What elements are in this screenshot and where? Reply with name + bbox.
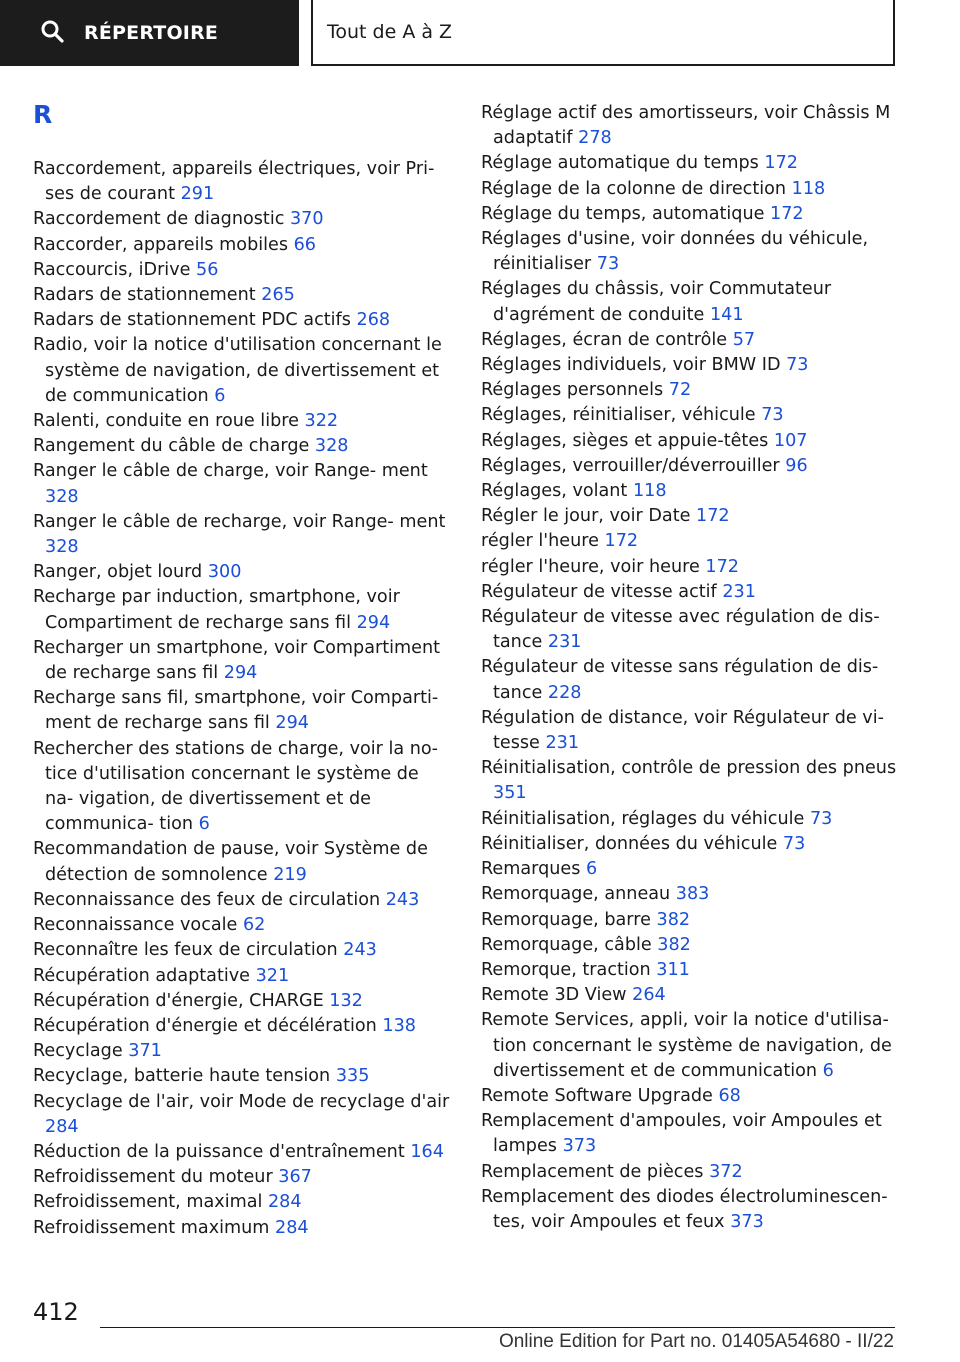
- entry-text: Réglages, réinitialiser, véhicule: [481, 405, 756, 426]
- entry-page-link[interactable]: 335: [335, 1066, 370, 1087]
- entry-text: Remote Software Upgrade: [481, 1085, 713, 1106]
- entry-page-link[interactable]: 68: [718, 1085, 741, 1106]
- entry-page-link[interactable]: 107: [773, 430, 808, 451]
- entry-page-link[interactable]: 265: [261, 285, 295, 306]
- entry-text: Rangement du câble de charge: [33, 436, 310, 457]
- entry-page-link[interactable]: 370: [289, 209, 324, 230]
- index-entry: [33, 1014, 451, 1039]
- entry-page-link[interactable]: 6: [586, 859, 598, 880]
- entry-text: Réinitialiser, données du véhicule: [481, 833, 778, 854]
- index-column-left: [33, 157, 451, 1241]
- section-letter: R: [33, 100, 53, 129]
- index-entry: [33, 686, 451, 736]
- entry-text: Radio, voir la notice d'utilisation concernant le système de navigation, de divertissement et de communication: [33, 335, 442, 406]
- entry-text: Réglage actif des amortisseurs, voir Châssis M adaptatif: [481, 103, 891, 149]
- entry-text: Recyclage, batterie haute tension: [33, 1066, 331, 1087]
- entry-page-link[interactable]: 57: [732, 329, 756, 350]
- index-entry: [481, 882, 901, 907]
- entry-text: Régulateur de vitesse actif: [481, 581, 717, 602]
- entry-text: Reconnaissance des feux de circulation: [33, 889, 381, 910]
- entry-text: Réglages, verrouiller/déverrouiller: [481, 455, 780, 476]
- index-entry: [481, 429, 901, 454]
- index-entry: [481, 983, 901, 1008]
- index-entry: [481, 1109, 901, 1159]
- entry-text: Réglages du châssis, voir Commutateur d'agrément de conduite: [481, 279, 832, 325]
- entry-text: Régulateur de vitesse avec régulation de dis‐ tance: [481, 607, 880, 653]
- index-entry: [33, 409, 451, 434]
- entry-text: Reconnaître les feux de circulation: [33, 940, 338, 961]
- index-entry: [33, 333, 451, 409]
- entry-page-link[interactable]: 328: [45, 486, 79, 507]
- entry-text: Régler le jour, voir Date: [481, 506, 691, 527]
- index-entry: [33, 207, 451, 232]
- entry-page-link[interactable]: 383: [675, 884, 710, 905]
- entry-text: Ranger le câble de charge, voir Range‐ ment: [33, 461, 428, 482]
- entry-text: Réglages, volant: [481, 481, 628, 502]
- entry-page-link[interactable]: 6: [214, 385, 226, 406]
- index-entry: [33, 308, 451, 333]
- entry-page-link[interactable]: 294: [356, 612, 391, 633]
- entry-text: Radars de stationnement: [33, 285, 256, 306]
- section-title-tab[interactable]: [311, 0, 895, 66]
- entry-text: Remplacement d'ampoules, voir Ampoules et lampes: [481, 1111, 882, 1157]
- index-entry: [481, 908, 901, 933]
- entry-text: Remorquage, anneau: [481, 884, 671, 905]
- index-entry: [481, 479, 901, 504]
- index-entry: [481, 1008, 901, 1084]
- index-entry: [481, 227, 901, 277]
- index-entry: [33, 233, 451, 258]
- entry-text: Remorquage, câble: [481, 934, 652, 955]
- index-entry: [33, 1190, 451, 1215]
- entry-page-link[interactable]: 118: [791, 178, 826, 199]
- entry-text: Refroidissement, maximal: [33, 1192, 263, 1213]
- index-entry: [481, 933, 901, 958]
- entry-page-link[interactable]: 231: [547, 632, 582, 653]
- entry-text: Récupération adaptative: [33, 965, 250, 986]
- index-entry: [481, 1185, 901, 1235]
- index-entry: [33, 913, 451, 938]
- index-entry: [481, 958, 901, 983]
- entry-page-link[interactable]: 172: [604, 531, 639, 552]
- index-entry: [481, 403, 901, 428]
- entry-page-link[interactable]: 328: [314, 436, 349, 457]
- entry-text: Remote 3D View: [481, 985, 627, 1006]
- entry-page-link[interactable]: 284: [45, 1116, 79, 1137]
- index-entry: [481, 807, 901, 832]
- index-entry: [481, 504, 901, 529]
- entry-text: Reconnaissance vocale: [33, 915, 238, 936]
- entry-page-link[interactable]: 73: [761, 405, 784, 426]
- entry-page-link[interactable]: 96: [785, 455, 808, 476]
- index-entry: [33, 510, 451, 560]
- entry-page-link[interactable]: 73: [782, 833, 806, 854]
- entry-text: Recharge par induction, smartphone, voir Compartiment de recharge sans fil: [33, 587, 400, 633]
- entry-page-link[interactable]: 284: [275, 1217, 309, 1238]
- entry-page-link[interactable]: 328: [45, 537, 79, 558]
- index-entry: [33, 888, 451, 913]
- index-entry: [33, 938, 451, 963]
- entry-text: Réglages personnels: [481, 380, 664, 401]
- entry-text: Ranger le câble de recharge, voir Range‐ ment: [33, 511, 446, 532]
- entry-page-link[interactable]: 172: [705, 556, 739, 577]
- entry-text: Ranger, objet lourd: [33, 562, 203, 583]
- index-entry: [481, 756, 901, 806]
- entry-page-link[interactable]: 243: [385, 889, 420, 910]
- index-entry: [481, 529, 901, 554]
- entry-page-link[interactable]: 294: [275, 713, 309, 734]
- index-entry: [33, 1165, 451, 1190]
- section-title: Tout de A à Z: [327, 21, 453, 43]
- entry-text: Raccourcis, iDrive: [33, 259, 191, 280]
- entry-page-link[interactable]: 118: [632, 481, 667, 502]
- entry-page-link[interactable]: 73: [596, 254, 620, 275]
- index-entry: [481, 706, 901, 756]
- entry-page-link[interactable]: 351: [493, 783, 527, 804]
- entry-page-link[interactable]: 219: [273, 864, 307, 885]
- repertoire-tab[interactable]: [0, 0, 299, 66]
- entry-page-link[interactable]: 367: [278, 1167, 312, 1188]
- entry-text: Recharger un smartphone, voir Compartiment de recharge sans fil: [33, 637, 441, 684]
- index-entry: [33, 1140, 451, 1165]
- index-entry: [33, 1216, 451, 1241]
- index-entry: [481, 151, 901, 176]
- entry-page-link[interactable]: 373: [562, 1136, 597, 1157]
- index-entry: [481, 177, 901, 202]
- index-entry: [481, 202, 901, 227]
- entry-text: Raccordement de diagnostic: [33, 209, 285, 230]
- entry-text: Recommandation de pause, voir Système de détection de somnolence: [33, 839, 428, 885]
- entry-text: Réinitialisation, réglages du véhicule: [481, 808, 805, 829]
- search-icon: [40, 19, 84, 47]
- entry-text: Remplacement des diodes électroluminescen‐ tes, voir Ampoules et feux: [481, 1186, 888, 1232]
- entry-page-link[interactable]: 73: [786, 355, 809, 376]
- entry-page-link[interactable]: 73: [809, 808, 833, 829]
- entry-page-link[interactable]: 373: [730, 1211, 764, 1232]
- entry-text: Raccordement, appareils électriques, voir Pri‐ ses de courant: [33, 159, 435, 205]
- index-entry: [33, 1090, 451, 1140]
- entry-page-link[interactable]: 291: [180, 184, 215, 205]
- entry-page-link[interactable]: 284: [267, 1192, 302, 1213]
- entry-page-link[interactable]: 231: [545, 733, 580, 754]
- entry-text: Réduction de la puissance d'entraînement: [33, 1141, 405, 1162]
- index-entry: [33, 283, 451, 308]
- entry-text: Refroidissement du moteur: [33, 1167, 273, 1188]
- index-entry: [481, 454, 901, 479]
- entry-page-link[interactable]: 172: [764, 153, 799, 174]
- entry-text: Réglages, sièges et appuie-têtes: [481, 430, 769, 451]
- entry-page-link[interactable]: 164: [410, 1141, 444, 1162]
- index-entry: [33, 737, 451, 838]
- index-entry: [481, 101, 901, 151]
- entry-text: Refroidissement maximum: [33, 1217, 270, 1238]
- entry-page-link[interactable]: 278: [578, 128, 612, 149]
- entry-text: Remote Services, appli, voir la notice d'utilisa‐ tion concernant le système de navigation, de divertissement et de communication: [481, 1010, 892, 1081]
- entry-text: Recharge sans fil, smartphone, voir Comparti‐ ment de recharge sans fil: [33, 688, 439, 734]
- entry-page-link[interactable]: 243: [343, 940, 377, 961]
- entry-text: Remorque, traction: [481, 959, 651, 980]
- entry-text: Réglages, écran de contrôle: [481, 329, 728, 350]
- index-entry: [33, 964, 451, 989]
- index-entry: [33, 636, 451, 686]
- entry-page-link[interactable]: 231: [722, 581, 756, 602]
- entry-page-link[interactable]: 132: [329, 990, 363, 1011]
- index-entry: [33, 560, 451, 585]
- entry-page-link[interactable]: 382: [656, 909, 691, 930]
- index-entry: [481, 1160, 901, 1185]
- entry-text: Remorquage, barre: [481, 909, 651, 930]
- entry-page-link[interactable]: 141: [709, 304, 744, 325]
- index-entry: [33, 989, 451, 1014]
- repertoire-label: RÉPERTOIRE: [84, 22, 219, 44]
- index-entry: [481, 353, 901, 378]
- footer-edition: Online Edition for Part no. 01405A54680 - II/22: [498, 1331, 894, 1352]
- index-entry: [481, 555, 901, 580]
- entry-text: Radars de stationnement PDC actifs: [33, 310, 351, 331]
- entry-text: Régulateur de vitesse sans régulation de dis‐ tance: [481, 657, 879, 703]
- entry-text: régler l'heure, voir heure: [481, 556, 700, 577]
- entry-page-link[interactable]: 6: [822, 1060, 834, 1081]
- index-column-right: [481, 101, 901, 1235]
- entry-text: Réglages individuels, voir BMW ID: [481, 355, 781, 376]
- entry-text: Remplacement de pièces: [481, 1161, 704, 1182]
- index-entry: [481, 328, 901, 353]
- entry-text: Réinitialisation, contrôle de pression des pneus: [481, 758, 897, 779]
- entry-page-link[interactable]: 322: [304, 411, 339, 432]
- entry-text: Recyclage de l'air, voir Mode de recyclage d'air: [33, 1091, 450, 1112]
- entry-page-link[interactable]: 311: [656, 959, 690, 980]
- index-entry: [481, 378, 901, 403]
- index-entry: [33, 1064, 451, 1089]
- entry-page-link[interactable]: 228: [547, 682, 582, 703]
- index-entry: [33, 157, 451, 207]
- entry-page-link[interactable]: 66: [293, 234, 316, 255]
- index-entry: [481, 832, 901, 857]
- entry-page-link[interactable]: 138: [382, 1015, 417, 1036]
- index-entry: [33, 837, 451, 887]
- entry-page-link[interactable]: 371: [128, 1041, 162, 1062]
- index-entry: [481, 277, 901, 327]
- entry-page-link[interactable]: 382: [657, 934, 691, 955]
- entry-text: Ralenti, conduite en roue libre: [33, 411, 299, 432]
- entry-text: Rechercher des stations de charge, voir la no‐ tice d'utilisation concernant le système de na‐ vigation, de divertissement et de communica‐ tion: [33, 738, 438, 835]
- entry-text: Réglages d'usine, voir données du véhicule, réinitialiser: [481, 229, 869, 275]
- entry-page-link[interactable]: 6: [198, 814, 210, 835]
- index-entry: [481, 655, 901, 705]
- index-entry: [33, 434, 451, 459]
- entry-text: Récupération d'énergie, CHARGE: [33, 990, 324, 1011]
- index-entry: [33, 459, 451, 509]
- index-entry: [481, 580, 901, 605]
- index-entry: [33, 585, 451, 635]
- index-entry: [33, 1039, 451, 1064]
- header: [0, 0, 960, 66]
- entry-text: Remarques: [481, 859, 581, 880]
- entry-page-link[interactable]: 72: [668, 380, 692, 401]
- entry-text: Réglage automatique du temps: [481, 153, 759, 174]
- entry-page-link[interactable]: 321: [255, 965, 290, 986]
- entry-text: Récupération d'énergie et décélération: [33, 1015, 377, 1036]
- index-entry: [481, 1084, 901, 1109]
- entry-page-link[interactable]: 264: [632, 985, 666, 1006]
- entry-page-link[interactable]: 294: [223, 663, 258, 684]
- entry-page-link[interactable]: 372: [709, 1161, 743, 1182]
- entry-text: Raccorder, appareils mobiles: [33, 234, 289, 255]
- entry-page-link[interactable]: 268: [356, 310, 391, 331]
- entry-page-link[interactable]: 300: [207, 562, 242, 583]
- entry-page-link[interactable]: 62: [242, 915, 266, 936]
- entry-page-link[interactable]: 56: [196, 259, 219, 280]
- index-entry: [33, 258, 451, 283]
- entry-text: Réglage de la colonne de direction: [481, 178, 787, 199]
- index-entry: [481, 605, 901, 655]
- entry-text: régler l'heure: [481, 531, 599, 552]
- entry-text: Réglage du temps, automatique: [481, 203, 765, 224]
- page-number: 412: [33, 1298, 79, 1326]
- entry-text: Régulation de distance, voir Régulateur de vi‐ tesse: [481, 707, 884, 754]
- index-entry: [481, 857, 901, 882]
- entry-page-link[interactable]: 172: [770, 203, 804, 224]
- entry-text: Recyclage: [33, 1041, 123, 1062]
- footer-rule: [100, 1327, 895, 1328]
- entry-page-link[interactable]: 172: [696, 506, 730, 527]
